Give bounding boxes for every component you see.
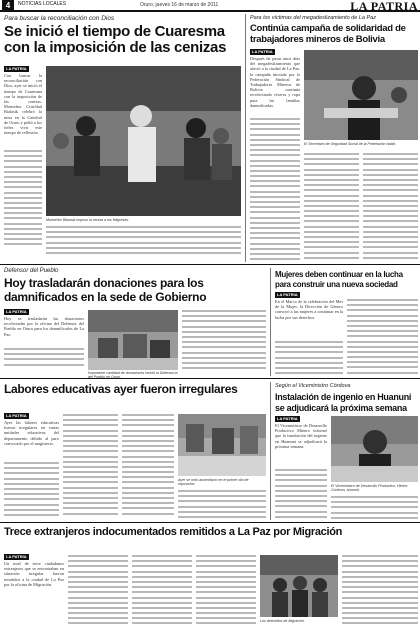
story5-col1-text	[4, 462, 59, 520]
story6-col1-text	[275, 469, 327, 520]
story2-byline-tag: LA PATRIA	[252, 49, 273, 54]
section-name: NOTICIAS LOCALES	[18, 1, 67, 7]
story7-col3-text	[132, 555, 192, 627]
story6-headline: Instalación de ingenio en Huanuni se adjudicará la próxima semana	[275, 392, 412, 413]
newspaper-brand: LA PATRIA	[350, 0, 418, 13]
section-rule	[0, 378, 420, 379]
story3-col2-text	[182, 310, 266, 372]
story4-byline-tag: LA PATRIA	[277, 292, 298, 297]
story4-col1-text	[275, 341, 343, 377]
column-divider	[245, 14, 246, 262]
story7-headline: Trece extranjeros indocumentados remitidos a La Paz por Migración	[4, 526, 343, 538]
page-number: 4	[2, 0, 14, 11]
story5-photo-caption: Ayer se notó ausentismo en el primer día de reposición.	[178, 478, 249, 487]
story6-kicker: Según el Viceministro Córdova	[275, 383, 351, 389]
column-divider	[270, 268, 271, 376]
story5-photo	[178, 414, 266, 476]
story3-photo	[88, 310, 178, 370]
story7-byline-tag: LA PATRIA	[6, 554, 27, 559]
story2-headline: Continúa campaña de solidaridad de trabajadores mineros de Bolivia	[250, 23, 406, 45]
story6-photo-caption: El Viceministro de Desarrollo Productivo, Héctor Córdova, anunció.	[331, 484, 408, 493]
story4-col2-text	[347, 299, 418, 377]
story7-photo	[260, 555, 338, 617]
story1-byline-tag: LA PATRIA	[6, 66, 27, 71]
story3-kicker: Defensor del Pueblo	[4, 268, 59, 274]
story3-lead: Hoy se trasladarán las donaciones recolectadas por la oficina del Defensor del Pueblo en Oruro para los damnificados de La Paz.	[4, 316, 84, 337]
story5-lead: Ayer las labores educativas fueron irregulares en varias unidades educativas del departamento debido al paro convocado por el magisterio.	[4, 420, 59, 446]
story4-headline: Mujeres deben continuar en la lucha para construir una nueva sociedad	[275, 270, 403, 289]
story2-col2-text	[304, 153, 359, 262]
story7-photo-caption: Los detenidos de Migración.	[260, 619, 305, 623]
story1-body-columns	[46, 226, 241, 262]
story6-byline-tag: LA PATRIA	[277, 416, 298, 421]
story2-photo	[304, 50, 418, 140]
story7-lead: Un total de trece ciudadanos extranjeros que se encontraban en situación irregular fueron remitidos a la ciudad de La Paz por la oficina de Migración.	[4, 561, 64, 587]
story7-col4-text	[196, 555, 256, 627]
story3-col1-text	[4, 348, 84, 370]
section-rule	[0, 522, 420, 523]
story6-col2-text	[331, 496, 418, 520]
story6-photo	[331, 416, 418, 482]
story3-byline-tag: LA PATRIA	[6, 309, 27, 314]
story1-headline: Se inició el tiempo de Cuaresma con la imposición de las cenizas	[4, 23, 227, 56]
story3-photo-caption: Importante cantidad de donaciones reunió la Defensoría	[88, 371, 178, 375]
story5-byline-tag: LA PATRIA	[6, 413, 27, 418]
story2-col3-text	[363, 153, 418, 262]
story1-column-text	[4, 150, 42, 250]
issue-date: Oruro, jueves 16 de marzo de 2011	[140, 2, 219, 8]
story5-col2-text	[63, 414, 118, 520]
column-divider	[270, 382, 271, 520]
story7-col2-text	[68, 555, 128, 627]
section-rule	[0, 264, 420, 265]
masthead	[0, 0, 420, 12]
story2-photo-caption: El Secretario de Seguridad Social de la Federación habló.	[304, 142, 397, 146]
story4-lead: En el Marco de la celebración del Mes de la Mujer, la Dirección de Género convocó a las mujeres a continuar en la lucha por sus derechos.	[275, 299, 343, 320]
story3-headline: Hoy trasladarán donaciones para los damnificados en la sede de Gobierno	[4, 276, 207, 304]
story5-headline: Labores educativas ayer fueron irregulares	[4, 382, 238, 396]
story2-kicker: Para los víctimas del megadeslizamiento de La Paz	[250, 15, 376, 21]
story1-kicker: Para buscar la reconciliación con Dios	[4, 15, 115, 22]
story5-col3-text	[122, 414, 174, 520]
story5-col4-text	[178, 490, 266, 520]
story1-photo-caption: Monseñor Bialasik impuso la ceniza a los feligreses.	[46, 218, 130, 222]
story2-col1-text	[250, 118, 300, 262]
story6-lead: El Viceministro de Desarrollo Productivo Minero informó que la instalación del ingenio en Huanuni se adjudicará la próxima semana.	[275, 423, 327, 449]
story7-col5-text	[342, 555, 418, 627]
story1-lead: Con buscar la reconciliación con Dios, ayer se inició el tiempo de Cuaresma con la imposición de las cenizas. Monseñor Cristóbal Bialasik celebró la misa en la Catedral de Oruro y pidió a los fieles vivir este tiempo de reflexión.	[4, 73, 42, 136]
story2-lead: Después de pasar unos días del megadeslizamiento que afectó a la ciudad de La Paz, la campaña iniciada por la Federación Sindical de Trabajadores Mineros de Bolivia continúa recolectando víveres y ropa para las familias damnificadas.	[250, 56, 300, 108]
story1-photo	[46, 66, 241, 216]
